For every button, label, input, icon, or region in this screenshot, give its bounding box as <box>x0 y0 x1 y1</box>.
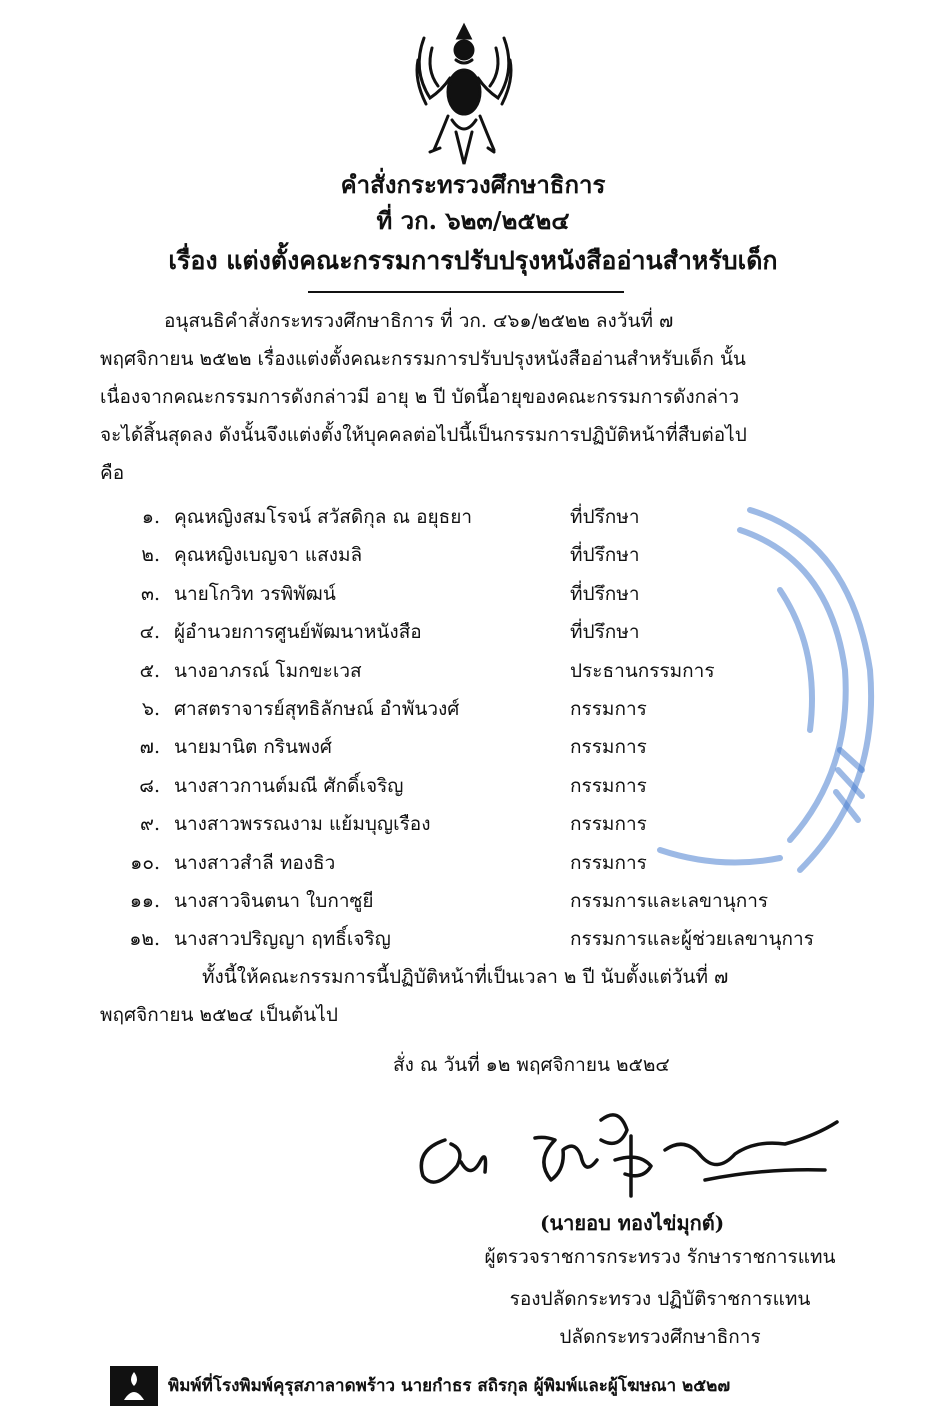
member-row <box>100 652 900 690</box>
signer-name: (นายอบ ทองไข่มุกต์) <box>540 1211 725 1235</box>
member-row <box>100 728 900 766</box>
member-name: ศาสตราจารย์สุทธิลักษณ์ อำพันวงศ์ <box>174 697 460 720</box>
member-name: นางอาภรณ์ โมกขะเวส <box>174 659 362 682</box>
member-number: ๒. <box>141 544 160 567</box>
signer-title: ปลัดกระทรวงศึกษาธิการ <box>559 1326 761 1348</box>
title-divider <box>308 291 624 293</box>
printer-logo-icon <box>110 1366 158 1406</box>
member-name: คุณหญิงเบญจา แสงมลิ <box>174 544 363 567</box>
order-title: คำสั่งกระทรวงศึกษาธิการ <box>340 170 606 199</box>
member-row <box>100 575 900 613</box>
order-number: ที่ วก. ๖๒๓/๒๕๒๔ <box>376 206 570 235</box>
signer-title: รองปลัดกระทรวง ปฏิบัติราชการแทน <box>509 1288 811 1310</box>
member-name: นายมานิต กรินพงศ์ <box>174 736 332 759</box>
intro-line: จะได้สิ้นสุดลง ดังนั้นจึงแต่งตั้งให้บุคคลต่อไปนี้เป็นกรรมการปฏิบัติหน้าที่สืบต่อไป <box>100 424 747 446</box>
member-number: ๙. <box>140 813 160 836</box>
member-row <box>100 844 900 882</box>
member-row <box>100 767 900 805</box>
member-role: กรรมการ <box>570 697 647 720</box>
intro-line: คือ <box>100 462 125 484</box>
member-list <box>100 498 900 959</box>
member-row <box>100 613 900 651</box>
member-role: ที่ปรึกษา <box>570 544 640 567</box>
member-number: ๑๐. <box>130 851 160 874</box>
member-role: กรรมการและผู้ช่วยเลขานุการ <box>570 928 814 951</box>
printer-footer <box>110 1366 850 1406</box>
member-role: กรรมการและเลขานุการ <box>570 889 769 912</box>
member-number: ๕. <box>139 659 160 682</box>
member-role: ที่ปรึกษา <box>570 621 640 644</box>
member-row <box>100 690 900 728</box>
member-name: ผู้อำนวยการศูนย์พัฒนาหนังสือ <box>174 621 422 644</box>
member-name: นายโกวิท วรพิพัฒน์ <box>174 582 336 605</box>
member-row <box>100 498 900 536</box>
order-subject: เรื่อง แต่งตั้งคณะกรรมการปรับปรุงหนังสืออ่านสำหรับเด็ก <box>168 246 778 275</box>
member-name: นางสาวสำลี ทองธิว <box>174 851 336 874</box>
member-number: ๖. <box>141 697 160 720</box>
handwritten-signature <box>405 1100 845 1200</box>
member-row <box>100 805 900 843</box>
order-date: สั่ง ณ วันที่ ๑๒ พฤศจิกายน ๒๕๒๔ <box>393 1054 670 1076</box>
member-role: กรรมการ <box>570 813 647 836</box>
member-role: ประธานกรรมการ <box>570 659 715 682</box>
closing-line: ทั้งนี้ให้คณะกรรมการนี้ปฏิบัติหน้าที่เป็นเวลา ๒ ปี นับตั้งแต่วันที่ ๗ <box>202 966 729 988</box>
member-name: นางสาวกานต์มณี ศักดิ์เจริญ <box>174 774 404 797</box>
garuda-emblem-icon <box>404 20 524 168</box>
intro-line: เนื่องจากคณะกรรมการดังกล่าวมี อายุ ๒ ปี บัดนี้อายุของคณะกรรมการดังกล่าว <box>100 386 740 408</box>
member-row <box>100 882 900 920</box>
member-role: กรรมการ <box>570 851 647 874</box>
member-row <box>100 536 900 574</box>
member-role: กรรมการ <box>570 736 647 759</box>
member-number: ๓. <box>140 582 160 605</box>
member-number: ๗. <box>139 736 160 759</box>
closing-line: พฤศจิกายน ๒๕๒๔ เป็นต้นไป <box>100 1004 338 1026</box>
member-name: นางสาวจินตนา ใบกาซูยี <box>174 889 374 912</box>
member-role: กรรมการ <box>570 774 647 797</box>
member-number: ๑. <box>141 506 160 528</box>
closing-paragraph <box>100 958 860 1034</box>
member-number: ๑๑. <box>129 889 160 912</box>
member-name: คุณหญิงสมโรจน์ สวัสดิกุล ณ อยุธยา <box>174 506 473 528</box>
signer-title: ผู้ตรวจราชการกระทรวง รักษาราชการแทน <box>484 1246 836 1268</box>
member-row <box>100 920 900 958</box>
member-role: ที่ปรึกษา <box>570 582 640 605</box>
intro-line: พฤศจิกายน ๒๕๒๒ เรื่องแต่งตั้งคณะกรรมการปรับปรุงหนังสืออ่านสำหรับเด็ก นั้น <box>100 348 746 370</box>
member-role: ที่ปรึกษา <box>570 506 640 528</box>
intro-paragraph <box>100 302 860 492</box>
member-name: นางสาวพรรณงาม แย้มบุญเรือง <box>174 813 431 836</box>
intro-line: อนุสนธิคำสั่งกระทรวงศึกษาธิการ ที่ วก. ๔๖๑/๒๕๒๒ ลงวันที่ ๗ <box>164 310 674 332</box>
member-number: ๘. <box>139 774 160 797</box>
printer-credit: พิมพ์ที่โรงพิมพ์คุรุสภาลาดพร้าว นายกำธร สถิรกุล ผู้พิมพ์และผู้โฆษณา ๒๕๒๗ <box>168 1376 731 1396</box>
member-number: ๔. <box>139 621 160 644</box>
member-name: นางสาวปริญญา ฤทธิ์เจริญ <box>174 928 391 951</box>
member-number: ๑๒. <box>129 928 160 951</box>
